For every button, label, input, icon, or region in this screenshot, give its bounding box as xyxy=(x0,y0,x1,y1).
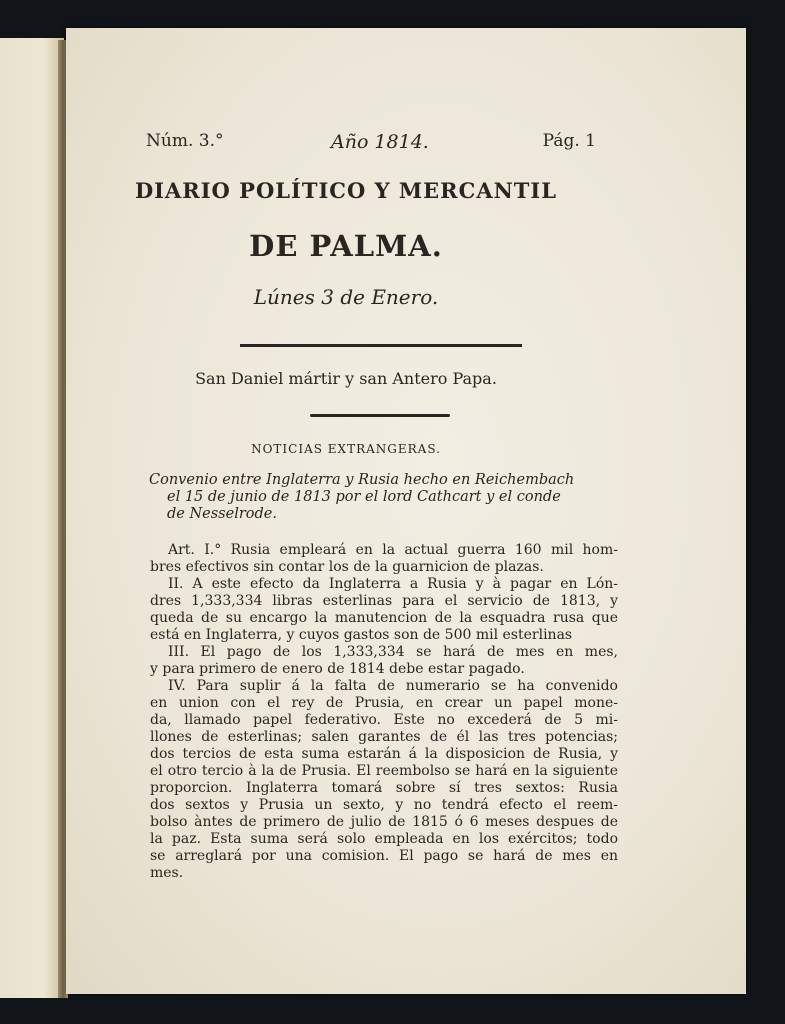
body-line: está en Inglaterra, y cuyos gastos son de 500 mil esterlinas xyxy=(150,627,573,643)
issue-date: Lúnes 3 de Enero. xyxy=(253,285,439,309)
masthead-line-1: DIARIO POLÍTICO Y MERCANTIL xyxy=(134,178,558,203)
body-line: bres efectivos sin contar los de la guarnicion de plazas. xyxy=(150,559,544,575)
body-line: en union con el rey de Prusia, en crear un papel mone- xyxy=(150,695,618,711)
facing-page-edge xyxy=(0,38,64,998)
body-line: el otro tercio à la de Prusia. El reembolso se hará en la siguiente xyxy=(150,763,618,779)
body-line: y para primero de enero de 1814 debe estar pagado. xyxy=(150,661,525,677)
article-heading-line: Convenio entre Inglaterra y Rusia hecho en Reichembach xyxy=(149,472,575,488)
article-heading xyxy=(149,472,613,523)
body-line: queda de su encargo la manutencion de la esquadra rusa que xyxy=(150,610,618,626)
page-number: Pág. 1 xyxy=(542,131,596,151)
body-line: III. El pago de los 1,333,334 se hará de mes en mes, xyxy=(168,644,618,660)
body-line: dres 1,333,334 libras esterlinas para el servicio de 1813, y xyxy=(150,593,618,609)
page-header xyxy=(146,131,596,157)
body-line: se arreglará por una comision. El pago se hará de mes en xyxy=(150,848,618,864)
body-line: dos tercios de esta suma estarán á la disposicion de Rusia, y xyxy=(150,746,618,762)
divider-rule xyxy=(240,344,522,347)
body-line: bolso àntes de primero de julio de 1815 ó 6 meses despues de xyxy=(150,814,618,830)
masthead-line-2: DE PALMA. xyxy=(249,229,443,263)
newspaper-page xyxy=(66,28,746,994)
body-line: llones de esterlinas; salen garantes de él las tres potencias; xyxy=(150,729,618,745)
body-line: proporcion. Inglaterra tomará sobre sí tres sextos: Rusia xyxy=(150,780,618,796)
issue-number: Núm. 3.° xyxy=(146,131,224,151)
section-heading: NOTICIAS EXTRANGERAS. xyxy=(251,442,441,456)
issue-year: Año 1814. xyxy=(331,131,429,153)
body-line: IV. Para suplir á la falta de numerario se ha convenido xyxy=(168,678,618,694)
body-line: da, llamado papel federativo. Este no excederá de 5 mi- xyxy=(150,712,618,728)
body-line: la paz. Esta suma será solo empleada en los exércitos; todo xyxy=(150,831,618,847)
saints-of-day: San Daniel mártir y san Antero Papa. xyxy=(195,369,497,388)
body-line: mes. xyxy=(150,865,184,881)
article-heading-line: el 15 de junio de 1813 por el lord Cathcart y el conde xyxy=(167,489,561,505)
article-body xyxy=(150,542,618,882)
article-heading-line: de Nesselrode. xyxy=(167,506,277,522)
divider-rule-short xyxy=(310,414,450,417)
body-line: II. A este efecto da Inglaterra a Rusia y à pagar en Lón- xyxy=(168,576,618,592)
body-line: dos sextos y Prusia un sexto, y no tendrá efecto el reem- xyxy=(150,797,618,813)
body-line: Art. I.° Rusia empleará en la actual guerra 160 mil hom- xyxy=(168,542,618,558)
